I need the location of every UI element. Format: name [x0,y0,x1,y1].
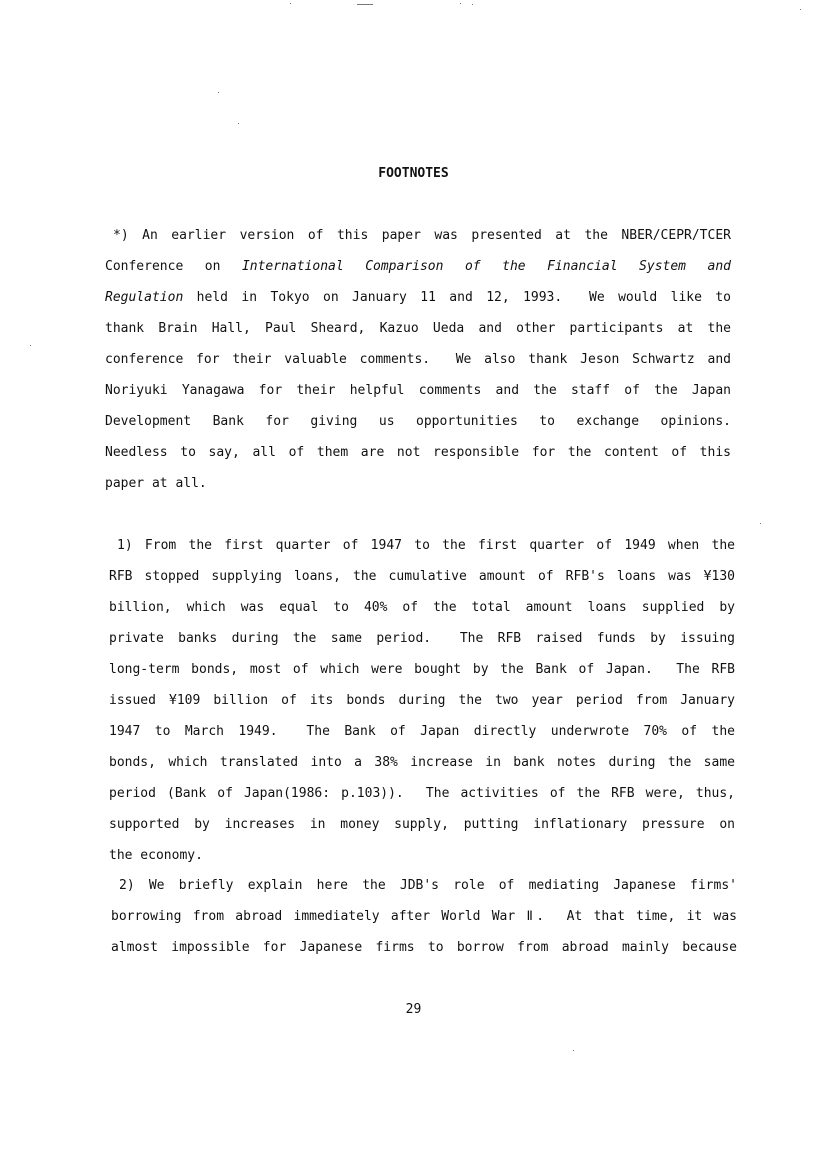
footnote-line: 2) We briefly explain here the JDB's role of mediating Japanese firms' [119,878,737,893]
scan-speck [460,3,461,4]
footnote-line: 1) From the first quarter of 1947 to the first quarter of 1949 when the [117,538,735,553]
footnote-line: RFB stopped supplying loans, the cumulative amount of RFB's loans was ¥130 [109,569,735,584]
footnote-line: the economy. [109,848,203,863]
scan-speck [760,523,761,524]
footnote-line: Conference on International Comparison of the Financial System and [105,259,731,274]
footnote-line: Development Bank for giving us opportunities to exchange opinions. [105,414,731,429]
footnote-2 [111,870,737,963]
footnote-line: conference for their valuable comments. We also thank Jeson Schwartz and [105,352,731,367]
footnote-line: *) An earlier version of this paper was presented at the NBER/CEPR/TCER [113,228,731,243]
footnote-1 [109,530,735,871]
footnote-line: Noriyuki Yanagawa for their helpful comments and the staff of the Japan [105,383,731,398]
footnote-line: supported by increases in money supply, putting inflationary pressure on [109,817,735,832]
footnote-line: issued ¥109 billion of its bonds during the two year period from January [109,693,735,708]
footnote-line: paper at all. [105,476,207,491]
regulation-word: Regulation [105,290,184,305]
scan-speck [30,345,31,346]
conference-title: International Comparison of the Financial System and [241,259,731,274]
scan-speck [472,4,473,5]
page-number: 29 [405,1002,422,1017]
footnote-star [105,220,731,499]
scan-speck [238,123,239,124]
footnote-line: Regulation held in Tokyo on January 11 and 12, 1993. We would like to [105,290,731,305]
footnote-line: thank Brain Hall, Paul Sheard, Kazuo Ueda and other participants at the [105,321,731,336]
scan-speck [573,1050,574,1051]
scan-speck [290,3,291,4]
scan-speck [800,9,801,10]
footnote-line: borrowing from abroad immediately after World War Ⅱ. At that time, it was [111,909,737,924]
footnotes-heading: FOOTNOTES [378,166,449,181]
footnote-line: almost impossible for Japanese firms to borrow from abroad mainly because [111,940,737,955]
footnote-line: long-term bonds, most of which were bought by the Bank of Japan. The RFB [109,662,735,677]
footnote-line: billion, which was equal to 40% of the total amount loans supplied by [109,600,735,615]
scan-speck [357,4,373,5]
footnote-line: period (Bank of Japan(1986: p.103)). The activities of the RFB were, thus, [109,786,735,801]
scan-speck [218,92,219,93]
footnote-line: 1947 to March 1949. The Bank of Japan directly underwrote 70% of the [109,724,735,739]
footnote-line: Needless to say, all of them are not responsible for the content of this [105,445,731,460]
footnote-line: private banks during the same period. The RFB raised funds by issuing [109,631,735,646]
footnote-line: bonds, which translated into a 38% increase in bank notes during the same [109,755,735,770]
